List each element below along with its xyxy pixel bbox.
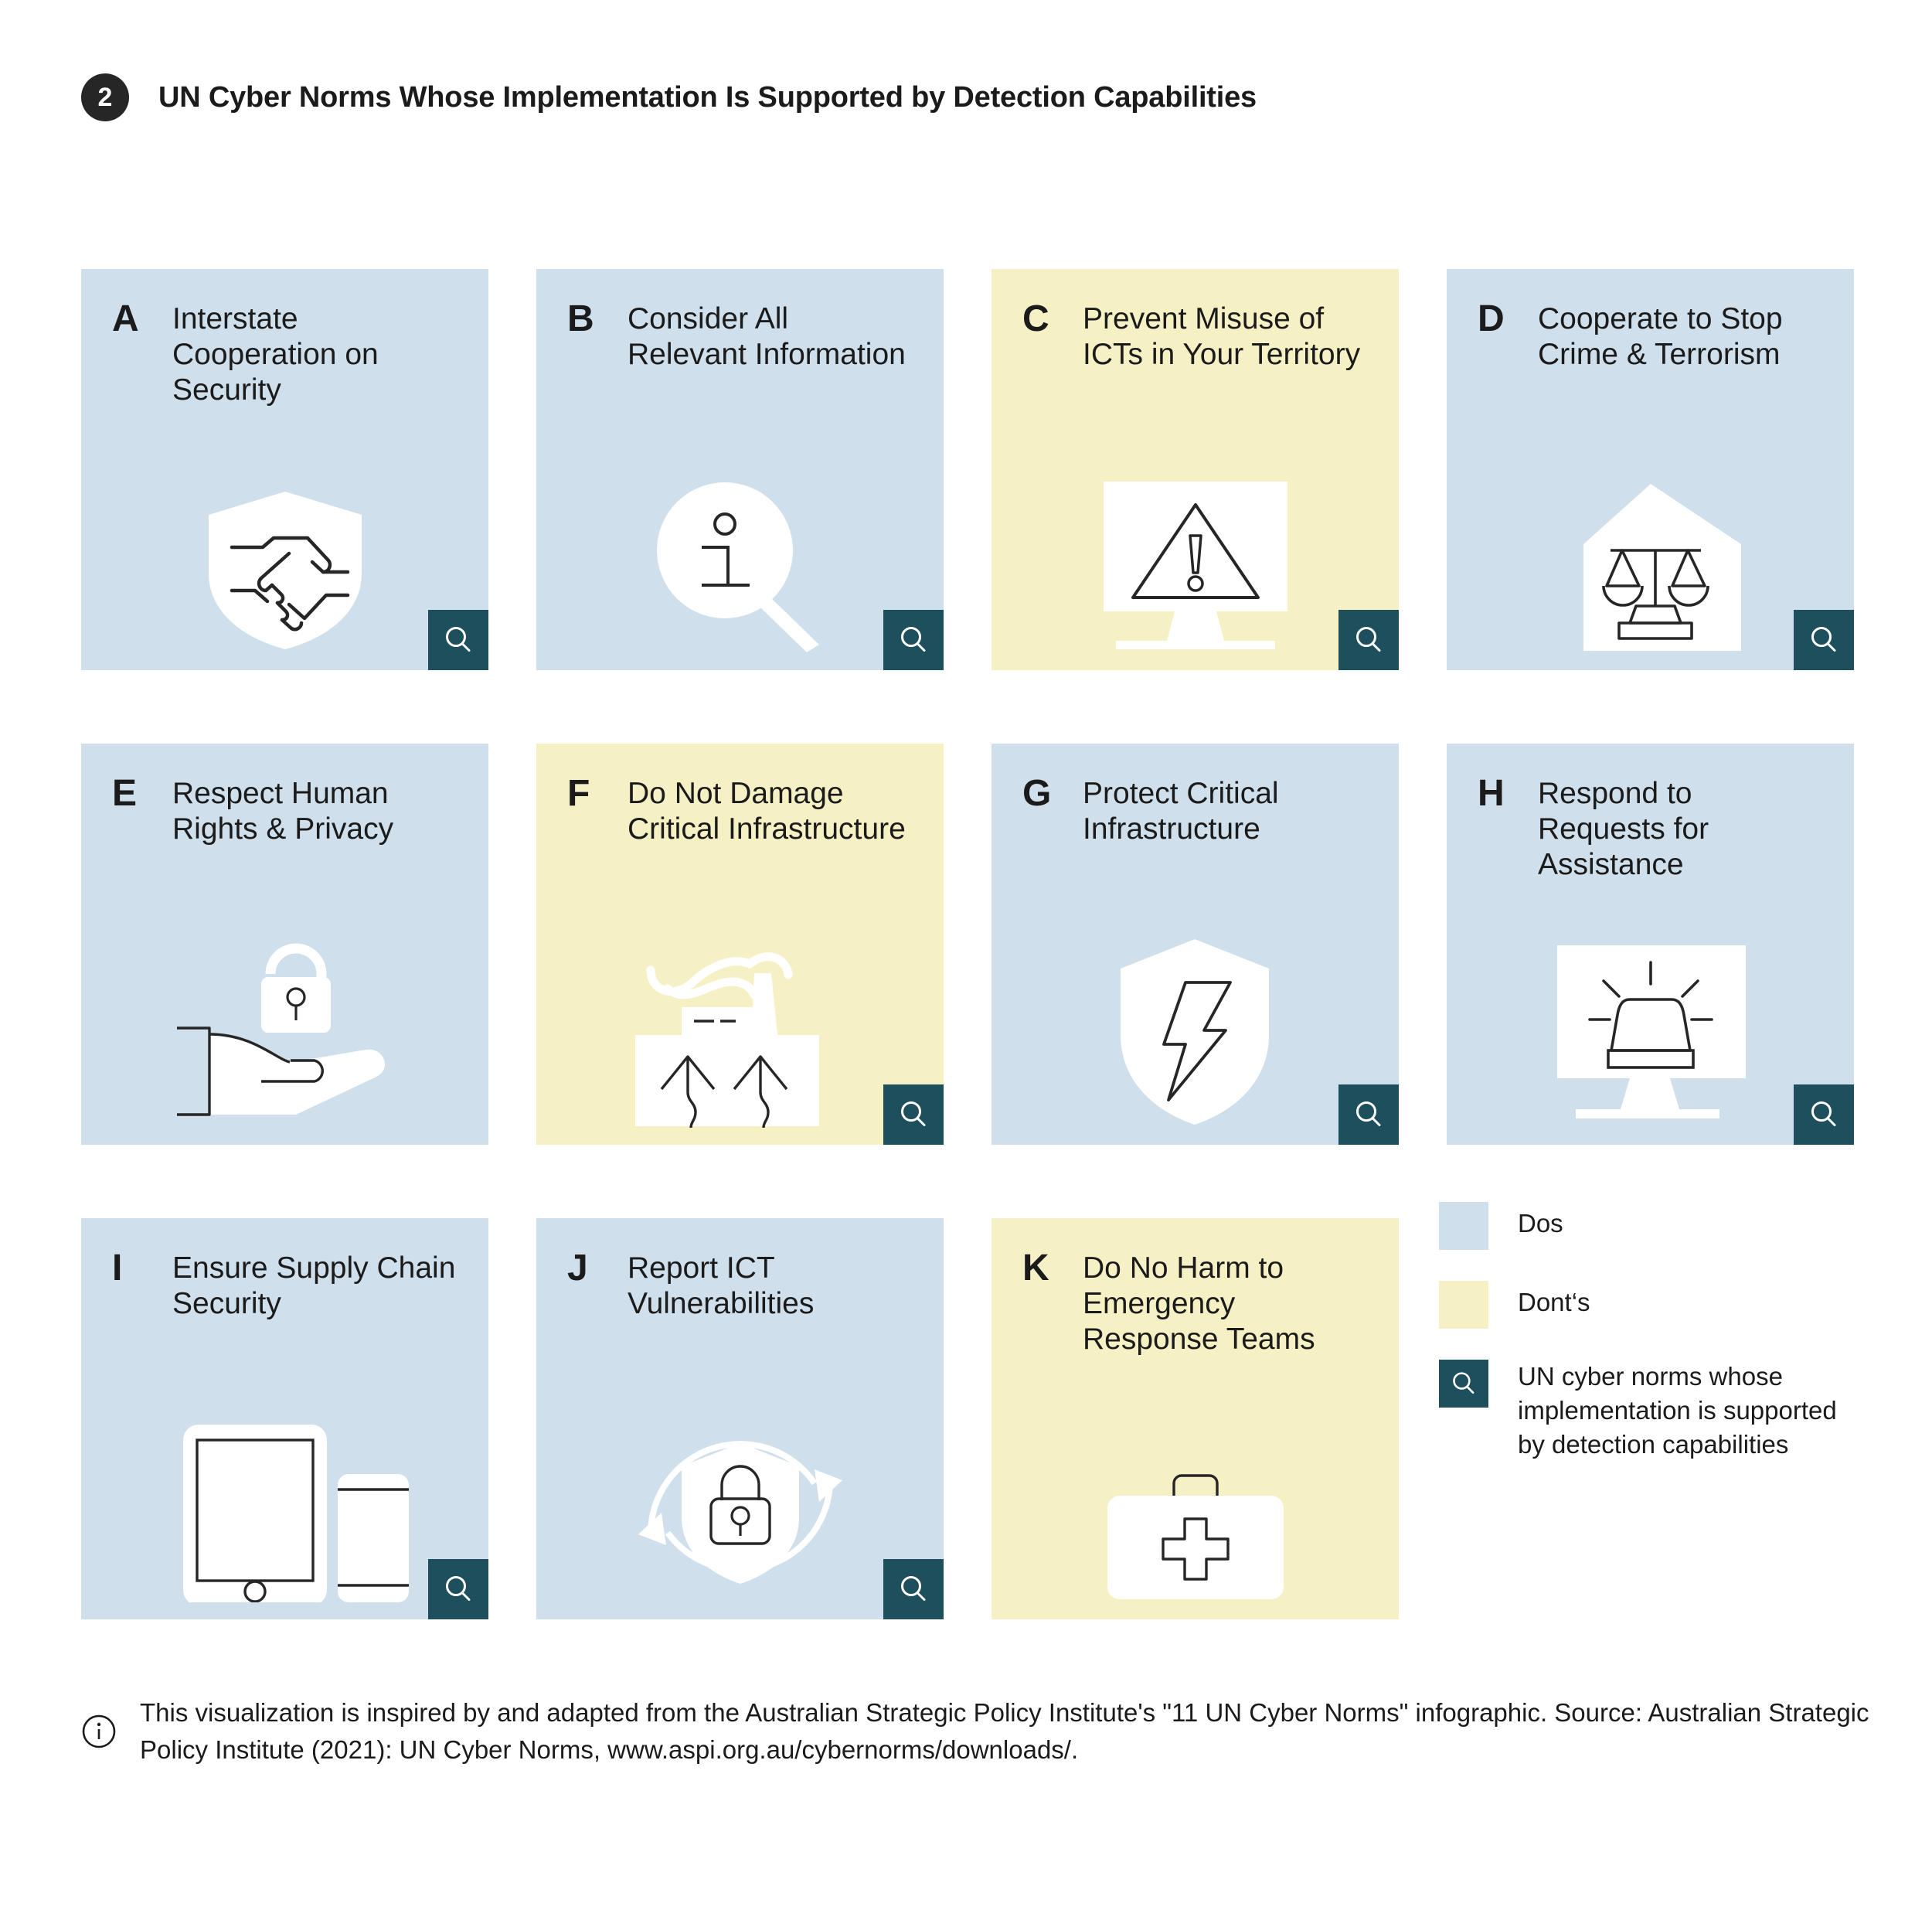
detection-capability-badge[interactable]: [1794, 610, 1854, 670]
card-label: Protect Critical Infrastructure: [1083, 777, 1279, 846]
card-label: Respond to Requests for Assistance: [1538, 777, 1709, 882]
card-letter: E: [112, 773, 138, 814]
norm-card-f[interactable]: [536, 744, 944, 1145]
card-head: [992, 744, 1399, 847]
card-letter: D: [1478, 298, 1505, 339]
card-label: Interstate Cooperation on Security: [172, 302, 379, 407]
search-icon: [896, 1098, 930, 1132]
page-header: [81, 73, 1257, 121]
card-letter: C: [1022, 298, 1049, 339]
card-head: [992, 1218, 1399, 1357]
footer-text: This visualization is inspired by and adapted from the Australian Strategic Policy Institute's "11 UN Cyber Norms" infographic. Source: Australian Strategic Policy Institute (2021): UN Cyber Norms, www.aspi.org.au/cybernorms/downloads/.: [140, 1698, 1869, 1764]
search-icon: [1352, 623, 1386, 657]
legend-item-donts: [1439, 1281, 1918, 1329]
norm-card-j[interactable]: [536, 1218, 944, 1619]
detection-badge-swatch: [1439, 1360, 1488, 1408]
norm-card-d[interactable]: [1447, 269, 1854, 670]
shield-bolt-icon: [992, 935, 1399, 1128]
norm-card-e[interactable]: [81, 744, 488, 1145]
card-head: [992, 269, 1399, 373]
shield-lock-cycle-icon: [536, 1409, 944, 1602]
info-icon: [81, 1714, 117, 1749]
dos-color-swatch: [1439, 1202, 1488, 1250]
search-icon: [1807, 1098, 1841, 1132]
search-icon: [441, 623, 475, 657]
search-icon: [1449, 1369, 1478, 1398]
card-label: Do Not Damage Critical Infrastructure: [628, 777, 906, 846]
norm-card-k[interactable]: [992, 1218, 1399, 1619]
shield-handshake-icon: [81, 460, 488, 653]
donts-color-swatch: [1439, 1281, 1488, 1329]
legend: [1439, 1202, 1918, 1462]
card-label: Prevent Misuse of ICTs in Your Territory: [1083, 302, 1361, 372]
card-label: Ensure Supply Chain Security: [172, 1251, 456, 1321]
legend-item-dos: [1439, 1202, 1918, 1250]
legend-label-donts: Dont‘s: [1518, 1288, 1590, 1316]
norm-card-g[interactable]: [992, 744, 1399, 1145]
norm-card-i[interactable]: [81, 1218, 488, 1619]
card-letter: F: [567, 773, 590, 814]
search-icon: [1807, 623, 1841, 657]
detection-capability-badge[interactable]: [428, 1559, 488, 1619]
footer-note: [81, 1694, 1932, 1769]
card-label: Report ICT Vulnerabilities: [628, 1251, 815, 1321]
detection-capability-badge[interactable]: [1338, 610, 1399, 670]
detection-capability-badge[interactable]: [1338, 1084, 1399, 1145]
card-head: [1447, 269, 1854, 373]
step-number-badge: 2: [81, 73, 129, 121]
card-letter: J: [567, 1248, 588, 1289]
card-label: Respect Human Rights & Privacy: [172, 777, 394, 846]
norm-card-b[interactable]: [536, 269, 944, 670]
card-letter: B: [567, 298, 594, 339]
factory-arrows-icon: [536, 935, 944, 1128]
card-letter: G: [1022, 773, 1052, 814]
house-scales-icon: [1447, 460, 1854, 653]
card-head: [536, 269, 944, 373]
magnifier-info-icon: [536, 460, 944, 653]
card-letter: H: [1478, 773, 1505, 814]
card-label: Do No Harm to Emergency Response Teams: [1083, 1251, 1315, 1357]
search-icon: [896, 1572, 930, 1606]
detection-capability-badge[interactable]: [883, 1084, 944, 1145]
card-head: [81, 269, 488, 408]
card-head: [536, 1218, 944, 1322]
card-head: [536, 744, 944, 847]
hand-padlock-icon: [81, 935, 488, 1128]
tablet-phone-icon: [81, 1409, 488, 1602]
norm-card-h[interactable]: [1447, 744, 1854, 1145]
legend-label-detection: UN cyber norms whose implementation is supported by detection capabilities: [1518, 1362, 1837, 1459]
card-label: Consider All Relevant Information: [628, 302, 906, 372]
legend-label-dos: Dos: [1518, 1209, 1563, 1238]
card-letter: I: [112, 1248, 123, 1289]
monitor-warning-icon: [992, 460, 1399, 653]
first-aid-kit-icon: [992, 1409, 1399, 1602]
card-label: Cooperate to Stop Crime & Terrorism: [1538, 302, 1783, 372]
monitor-siren-icon: [1447, 935, 1854, 1128]
detection-capability-badge[interactable]: [1794, 1084, 1854, 1145]
detection-capability-badge[interactable]: [883, 610, 944, 670]
detection-capability-badge[interactable]: [883, 1559, 944, 1619]
search-icon: [441, 1572, 475, 1606]
card-letter: K: [1022, 1248, 1049, 1289]
norm-card-c[interactable]: [992, 269, 1399, 670]
detection-capability-badge[interactable]: [428, 610, 488, 670]
page-title: UN Cyber Norms Whose Implementation Is Supported by Detection Capabilities: [158, 80, 1257, 114]
search-icon: [1352, 1098, 1386, 1132]
card-letter: A: [112, 298, 139, 339]
norm-card-a[interactable]: [81, 269, 488, 670]
search-icon: [896, 623, 930, 657]
card-head: [1447, 744, 1854, 883]
card-head: [81, 744, 488, 847]
legend-item-detection: [1439, 1360, 1918, 1462]
card-head: [81, 1218, 488, 1322]
